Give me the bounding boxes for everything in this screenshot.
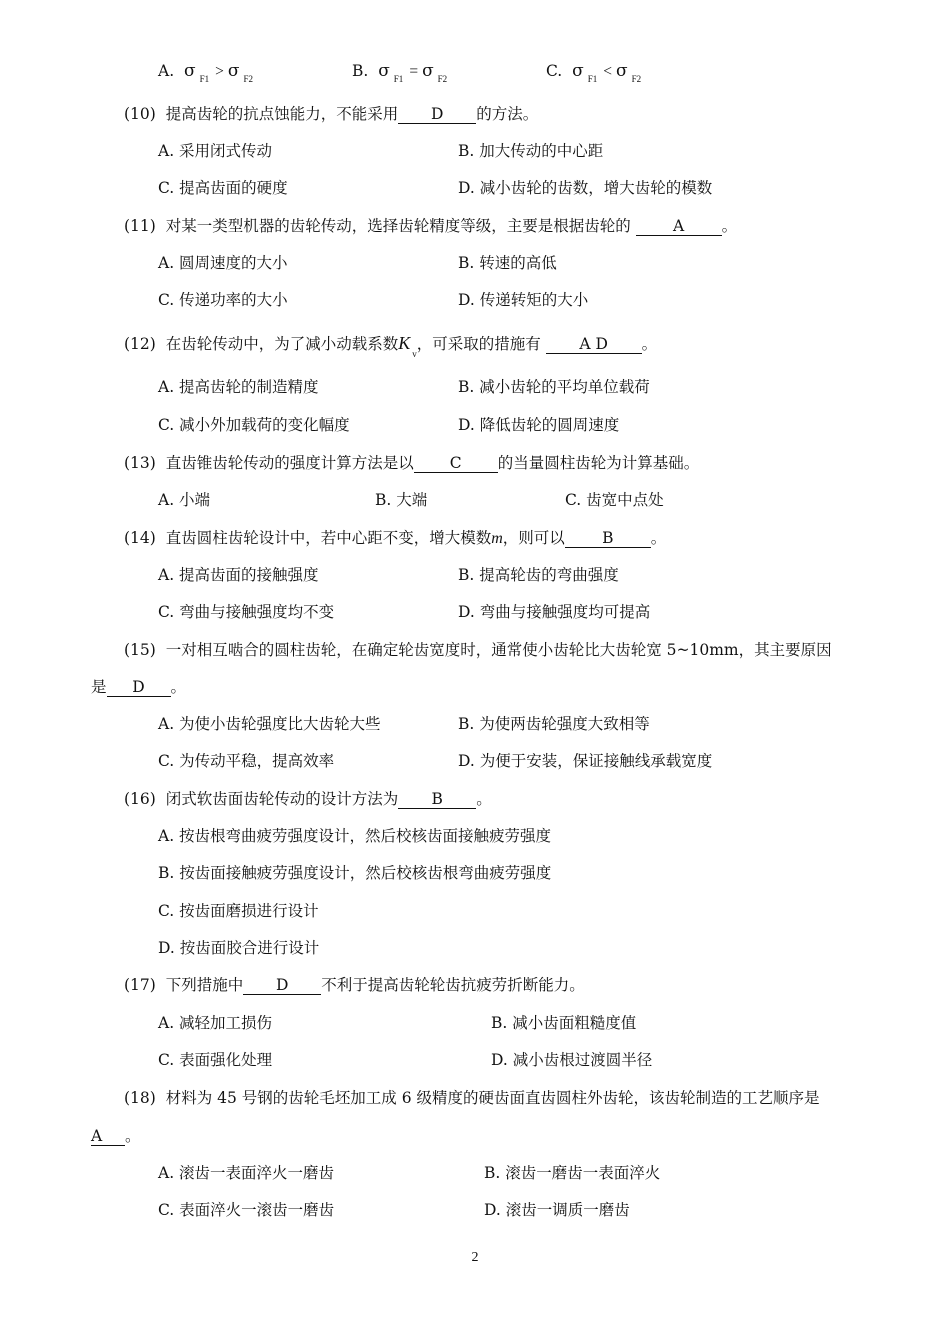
q18-option-a: A. 滚齿一表面淬火一磨齿 [158,1164,335,1182]
q11-option-c: C. 传递功率的大小 [158,291,288,309]
q10-answer: D [398,106,476,124]
q12-answer: A D [546,336,642,354]
page-number: 2 [471,1250,479,1265]
q13-stem: (13) 直齿锥齿轮传动的强度计算方法是以 C 的当量圆柱齿轮为计算基础。 [124,454,700,472]
q18-option-d: D. 滚齿一调质一磨齿 [484,1201,630,1219]
q13-option-b: B. 大端 [375,491,428,509]
q9-option-a: A. σ $_{F1}$ > σ $_{F2}$ [158,61,253,84]
q15-stem-line1: (15) 一对相互啮合的圆柱齿轮，在确定轮齿宽度时，通常使小齿轮比大齿轮宽 5~10mm，其主要原因 [124,641,832,659]
q12-option-a: A. 提高齿轮的制造精度 [158,378,319,396]
q15-option-a: A. 为使小齿轮强度比大齿轮大些 [158,715,381,733]
q10-option-b: B. 加大传动的中心距 [458,142,604,160]
q12-option-b: B. 减小齿轮的平均单位载荷 [458,378,650,396]
q15-option-b: B. 为使两齿轮强度大致相等 [458,715,650,733]
q9-option-c: C. σ $_{F1}$ < σ $_{F2}$ [546,61,642,84]
q14-option-b: B. 提高轮齿的弯曲强度 [458,566,619,584]
q14-stem: (14) 直齿圆柱齿轮设计中，若中心距不变，增大模数m，则可以 B 。 [124,529,667,547]
q16-stem: (16) 闭式软齿面齿轮传动的设计方法为 B 。 [124,790,492,808]
q17-answer: D [243,977,321,995]
q18-option-c: C. 表面淬火一滚齿一磨齿 [158,1201,335,1219]
q18-stem-line2: A 。 [91,1127,141,1145]
q16-option-c: C. 按齿面磨损进行设计 [158,902,319,920]
q17-option-c: C. 表面强化处理 [158,1051,273,1069]
q10-option-d: D. 减小齿轮的齿数，增大齿轮的模数 [458,179,713,197]
q11-option-a: A. 圆周速度的大小 [158,254,288,272]
q12-variable: K [398,333,411,353]
q14-variable: m [491,530,503,547]
q16-answer: B [398,791,476,809]
q16-option-d: D. 按齿面胶合进行设计 [158,939,320,957]
q16-option-a: A. 按齿根弯曲疲劳强度设计，然后校核齿面接触疲劳强度 [158,827,552,845]
q13-answer: C [414,455,498,473]
q12-option-d: D. 降低齿轮的圆周速度 [458,416,620,434]
q11-stem: (11) 对某一类型机器的齿轮传动，选择齿轮精度等级，主要是根据齿轮的 A 。 [124,217,738,235]
q17-option-b: B. 减小齿面粗糙度值 [491,1014,637,1032]
q15-option-c: C. 为传动平稳，提高效率 [158,752,335,770]
q16-option-b: B. 按齿面接触疲劳强度设计，然后校核齿根弯曲疲劳强度 [158,864,552,882]
q17-option-d: D. 减小齿根过渡圆半径 [491,1051,653,1069]
q12-stem: (12) 在齿轮传动中，为了减小动载系数$K_v$，可采取的措施有 A D 。 [124,333,658,359]
q9-option-b: B. σ $_{F1}$ = σ $_{F2}$ [352,61,448,84]
q12-option-c: C. 减小外加载荷的变化幅度 [158,416,350,434]
q10-option-a: A. 采用闭式传动 [158,142,273,160]
q17-option-a: A. 减轻加工损伤 [158,1014,273,1032]
q15-answer: D [107,679,171,697]
q10-option-c: C. 提高齿面的硬度 [158,179,288,197]
q14-option-d: D. 弯曲与接触强度均可提高 [458,603,651,621]
q18-answer: A [91,1128,125,1146]
q14-option-c: C. 弯曲与接触强度均不变 [158,603,335,621]
q18-stem-line1: (18) 材料为 45 号钢的齿轮毛坯加工成 6 级精度的硬齿面直齿圆柱外齿轮，该齿轮制造的工艺顺序是 [124,1089,820,1107]
q15-option-d: D. 为便于安装，保证接触线承载宽度 [458,752,713,770]
q14-answer: B [565,530,651,548]
q10-stem: (10) 提高齿轮的抗点蚀能力，不能采用 D 的方法。 [124,105,539,123]
q15-stem-line2: 是 D 。 [91,678,187,696]
q18-option-b: B. 滚齿一磨齿一表面淬火 [484,1164,661,1182]
q13-option-c: C. 齿宽中点处 [565,491,664,509]
q11-option-d: D. 传递转矩的大小 [458,291,589,309]
q11-option-b: B. 转速的高低 [458,254,557,272]
q11-answer: A [636,218,722,236]
q14-option-a: A. 提高齿面的接触强度 [158,566,319,584]
q17-stem: (17) 下列措施中 D 不利于提高齿轮轮齿抗疲劳折断能力。 [124,976,585,994]
q13-option-a: A. 小端 [158,491,211,509]
